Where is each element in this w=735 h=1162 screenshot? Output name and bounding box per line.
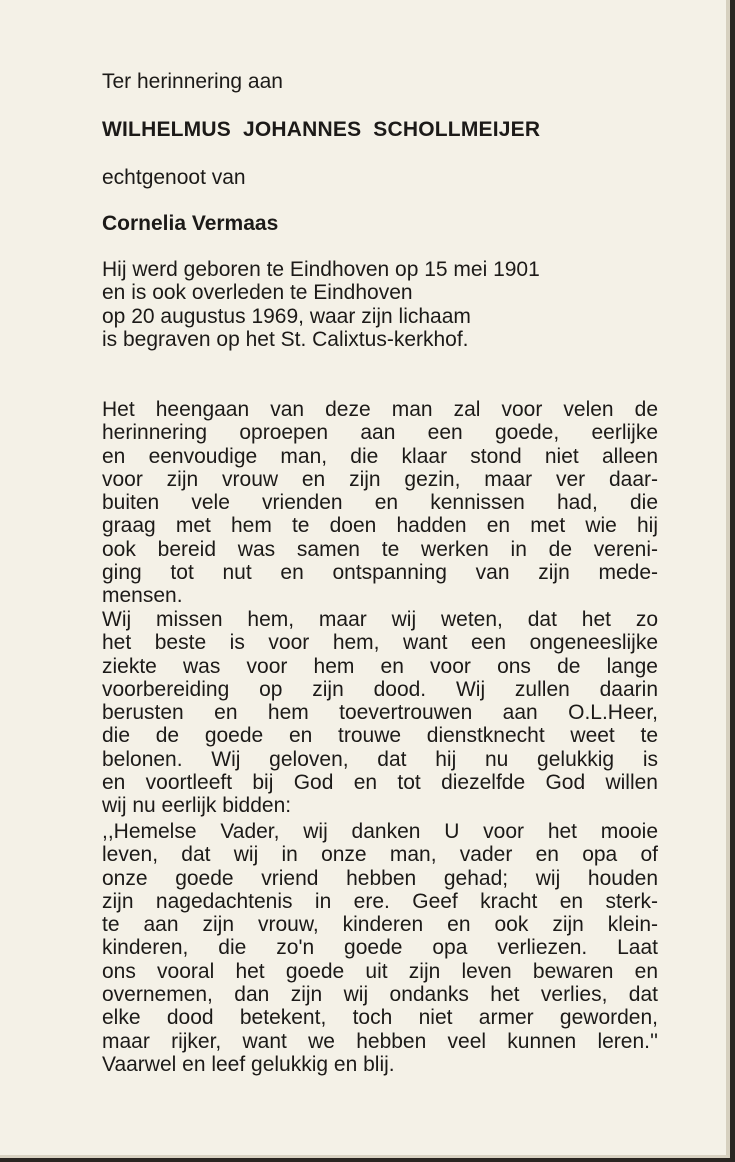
deceased-name: WILHELMUS JOHANNES SCHOLLMEIJER (102, 118, 541, 141)
text-line: die de goede en trouwe dienstknecht weet te (102, 724, 658, 748)
text-line: is begraven op het St. Calixtus-kerkhof. (102, 327, 469, 351)
text-line: wij nu eerlijk bidden: (102, 794, 292, 818)
text-line: onze goede vriend hebben gehad; wij houden (102, 866, 658, 890)
relation-text: echtgenoot van (102, 166, 246, 189)
text-line: ook bereid was samen te werken in de vereni- (102, 537, 658, 561)
text-line: leven, dat wij in onze man, vader en opa of (102, 843, 658, 867)
text-line: voor zijn vrouw en zijn gezin, maar ver daar- (102, 467, 658, 491)
text-line: op 20 augustus 1969, waar zijn lichaam (102, 304, 471, 328)
text-line: ,,Hemelse Vader, wij danken U voor het mooie (102, 820, 658, 843)
text-line: het beste is voor hem, want een ongeneeslijke (102, 631, 658, 655)
text-line: Het heengaan van deze man zal voor velen de (102, 398, 658, 421)
text-line: ging tot nut en ontspanning van zijn mede- (102, 561, 658, 585)
intro-text: Ter herinnering aan (102, 70, 283, 93)
birth-death-info (102, 258, 540, 351)
text-line: overnemen, dan zijn wij ondanks het verlies, dat (102, 983, 658, 1007)
text-line: zijn nagedachtenis in ere. Geef kracht en sterk- (102, 889, 658, 913)
text-line: Vaarwel en leef gelukkig en blij. (102, 1052, 395, 1076)
text-line: kinderen, die zo'n goede opa verliezen. Laat (102, 936, 658, 960)
text-line: herinnering oproepen aan een goede, eerlijke (102, 421, 658, 445)
text-line: berusten en hem toevertrouwen aan O.L.Heer, (102, 701, 658, 725)
text-line: en is ook overleden te Eindhoven (102, 281, 413, 305)
text-line: te aan zijn vrouw, kinderen en ook zijn klein- (102, 913, 658, 937)
text-line: graag met hem te doen hadden en met wie hij (102, 514, 658, 538)
text-line: maar rijker, want we hebben veel kunnen leren.'' (102, 1029, 658, 1053)
spouse-name: Cornelia Vermaas (102, 212, 279, 235)
text-line: belonen. Wij geloven, dat hij nu gelukkig is (102, 747, 658, 771)
text-line: ons vooral het goede uit zijn leven bewaren en (102, 959, 658, 983)
text-line: en voortleeft bij God en tot diezelfde God willen (102, 771, 658, 795)
text-line: elke dood betekent, toch niet armer geworden, (102, 1006, 658, 1030)
text-line: voorbereiding op zijn dood. Wij zullen daarin (102, 677, 658, 701)
text-line: en eenvoudige man, die klaar stond niet alleen (102, 444, 658, 468)
text-line: Wij missen hem, maar wij weten, dat het zo (102, 608, 658, 631)
memorial-paragraph-2 (102, 608, 658, 818)
prayer-paragraph (102, 820, 658, 1076)
text-line: buiten vele vrienden en kennissen had, die (102, 491, 658, 515)
text-line: Hij werd geboren te Eindhoven op 15 mei 1901 (102, 258, 540, 281)
text-line: ziekte was voor hem en voor ons de lange (102, 654, 658, 678)
memorial-paragraph-1 (102, 398, 658, 608)
text-line: mensen. (102, 584, 183, 608)
